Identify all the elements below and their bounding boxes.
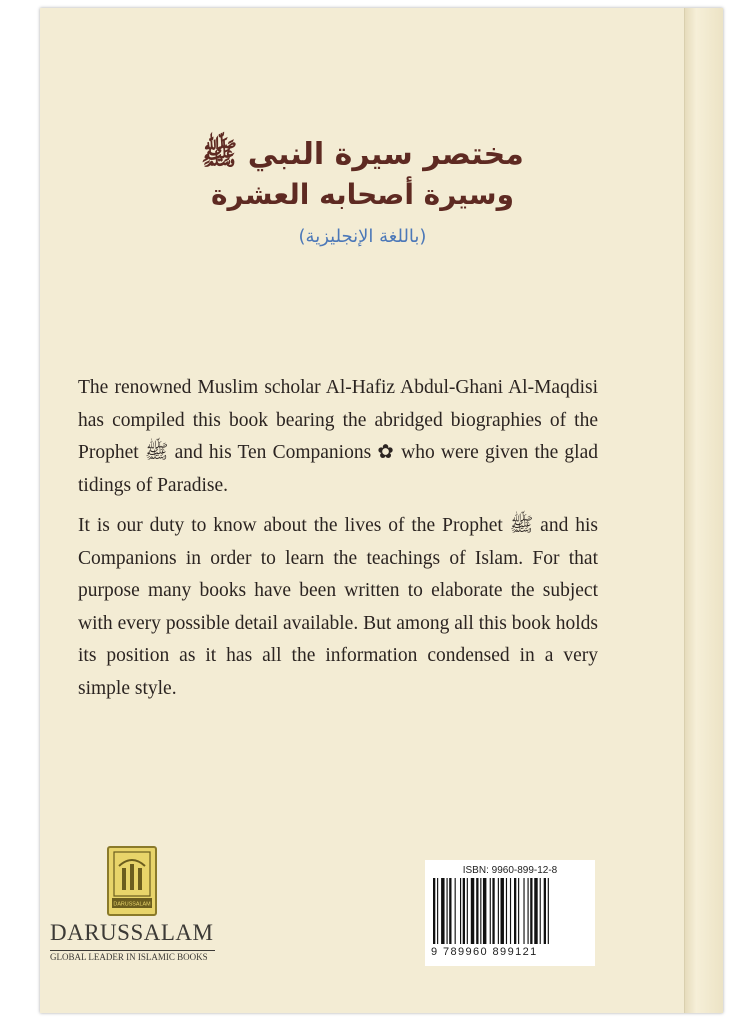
barcode-bar bbox=[530, 878, 532, 944]
darussalam-logo bbox=[107, 846, 157, 916]
publisher-tagline: GLOBAL LEADER IN ISLAMIC BOOKS bbox=[50, 950, 215, 962]
barcode-bar bbox=[441, 878, 444, 944]
arabic-title-line-1: مختصر سيرة النبي ﷺ bbox=[201, 137, 524, 172]
barcode-bar bbox=[540, 878, 541, 944]
barcode-bar bbox=[437, 878, 438, 944]
barcode-bar bbox=[510, 878, 511, 944]
barcode-bar bbox=[534, 878, 537, 944]
barcode-bar bbox=[528, 878, 529, 944]
barcode-bar bbox=[476, 878, 478, 944]
barcode-bar bbox=[492, 878, 494, 944]
barcode-bar bbox=[523, 878, 524, 944]
isbn-label: ISBN: 9960-899-12-8 bbox=[462, 865, 558, 876]
barcode-bar bbox=[471, 878, 474, 944]
logo-text: DARUSSALAM bbox=[113, 901, 151, 908]
barcode-bar bbox=[548, 878, 549, 944]
barcode-bar bbox=[518, 878, 519, 944]
barcode-bar bbox=[463, 878, 465, 944]
barcode-bar bbox=[490, 878, 491, 944]
arabic-subtitle: (باللغة الإنجليزية) bbox=[298, 226, 427, 247]
barcode-bar bbox=[460, 878, 461, 944]
description-paragraph-1: The renowned Muslim scholar Al-Hafiz Abdul-Ghani Al-Maqdisi has compiled this book bearing the abridged biographies of the Prophet ﷺ and his Ten Companions ✿ who were given the glad tidings of Paradise. bbox=[78, 377, 599, 496]
book-spine bbox=[684, 8, 723, 1013]
barcode-bar bbox=[447, 878, 448, 944]
barcode-bar bbox=[483, 878, 486, 944]
barcode-bar bbox=[455, 878, 456, 944]
publisher-name: DARUSSALAM bbox=[50, 920, 214, 945]
description-paragraph-2: It is our duty to know about the lives of the Prophet ﷺ and his Companions in order to learn the teachings of Islam. For that purpose many books have been written to elaborate the subject with every possible detail available. But among all this book holds its position as it has all the information condensed in a very simple style. bbox=[78, 515, 598, 699]
arabic-title-line-2: وسيرة أصحابه العشرة bbox=[210, 178, 514, 211]
barcode-bar bbox=[449, 878, 451, 944]
book-description bbox=[78, 372, 598, 713]
barcode-bar bbox=[467, 878, 468, 944]
barcode-bar bbox=[514, 878, 516, 944]
barcode-bar bbox=[544, 878, 546, 944]
barcode-bar bbox=[433, 878, 435, 944]
barcode-digits: 9 789960 899121 bbox=[431, 946, 538, 958]
barcode-panel bbox=[425, 860, 595, 966]
barcode-bar bbox=[506, 878, 507, 944]
barcode-bar bbox=[498, 878, 499, 944]
barcode-bar bbox=[480, 878, 481, 944]
barcode-bar bbox=[501, 878, 504, 944]
barcode-bars bbox=[433, 878, 587, 944]
